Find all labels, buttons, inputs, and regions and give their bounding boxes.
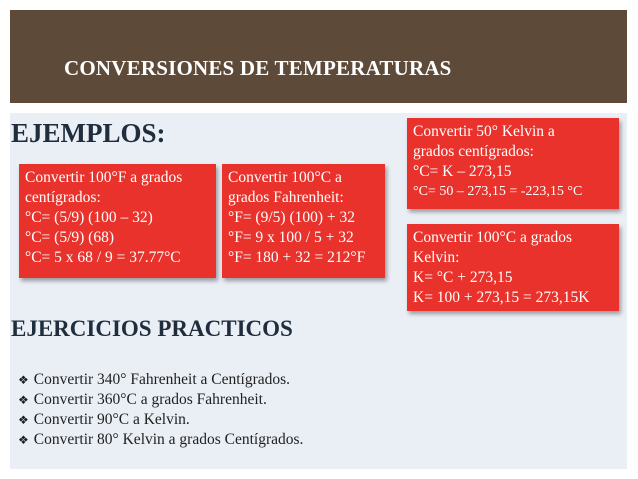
box-line: Convertir 50° Kelvin a xyxy=(413,123,555,140)
diamond-bullet-icon: ❖ xyxy=(18,413,29,427)
ejercicios-heading: EJERCICIOS PRACTICOS xyxy=(11,316,293,341)
list-item xyxy=(18,370,303,390)
exercise-text: Convertir 340° Fahrenheit a Centígrados. xyxy=(33,371,291,388)
box-line: °C= 5 x 68 / 9 = 37.77°C xyxy=(25,249,181,266)
box-line: K= 100 + 273,15 = 273,15K xyxy=(413,289,590,306)
diamond-bullet-icon: ❖ xyxy=(18,433,29,447)
box-line: Convertir 100°F a grados xyxy=(25,169,183,186)
box-line: K= °C + 273,15 xyxy=(413,269,513,286)
box-line: °C= (5/9) (68) xyxy=(25,229,114,246)
list-item xyxy=(18,390,303,410)
box-line: centígrados: xyxy=(25,189,101,206)
slide-title: CONVERSIONES DE TEMPERATURAS xyxy=(64,56,452,80)
list-item xyxy=(18,410,303,430)
box-line: Kelvin: xyxy=(413,249,460,266)
box-line: grados centígrados: xyxy=(413,143,534,160)
box-line: °C= K – 273,15 xyxy=(413,163,512,180)
example-box-c-to-f xyxy=(222,164,385,278)
example-box-c-to-k xyxy=(407,224,619,311)
exercise-text: Convertir 80° Kelvin a grados Centígrados. xyxy=(33,431,304,448)
diamond-bullet-icon: ❖ xyxy=(18,393,29,407)
example-box-k-to-c xyxy=(407,118,619,209)
title-banner xyxy=(10,10,627,103)
box-line: Convertir 100°C a xyxy=(228,169,342,186)
example-box-f-to-c xyxy=(19,164,216,278)
box-line: °C= 50 – 273,15 = -223,15 °C xyxy=(413,184,583,199)
exercise-text: Convertir 360°C a grados Fahrenheit. xyxy=(33,391,267,408)
box-line: °F= 9 x 100 / 5 + 32 xyxy=(228,229,354,246)
box-line: grados Fahrenheit: xyxy=(228,189,344,206)
exercise-text: Convertir 90°C a Kelvin. xyxy=(33,411,190,428)
diamond-bullet-icon: ❖ xyxy=(18,373,29,387)
box-line: °F= 180 + 32 = 212°F xyxy=(228,249,366,266)
ejemplos-heading: EJEMPLOS: xyxy=(11,118,166,148)
box-line: Convertir 100°C a grados xyxy=(413,229,573,246)
exercise-list xyxy=(18,370,303,450)
box-line: °F= (9/5) (100) + 32 xyxy=(228,209,356,226)
list-item xyxy=(18,430,303,450)
box-line: °C= (5/9) (100 – 32) xyxy=(25,209,153,226)
